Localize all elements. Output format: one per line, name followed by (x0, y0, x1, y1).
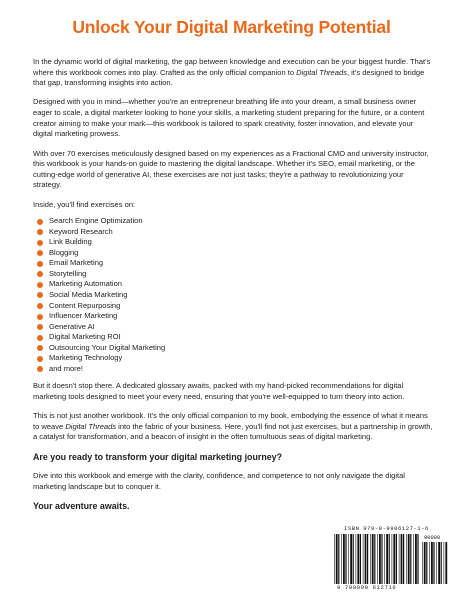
barcode-stripe (345, 534, 346, 584)
list-item (37, 332, 433, 343)
companion-text-b: into the fabric of your business. Here, you'll find not just exercises, but a partnership in growth, a catalyst for transformation, and a beacon of insight in the often tumultuous seas of digital marketing. (33, 421, 433, 442)
list-item (37, 237, 433, 248)
topic-label: Email Marketing (49, 258, 104, 268)
barcode-stripe (392, 534, 393, 584)
barcode-number: 9 798990 612716 (337, 584, 397, 591)
bullet-icon (37, 345, 43, 351)
barcode-stripe (357, 534, 359, 584)
barcode-stripe (336, 534, 338, 584)
list-intro: Inside, you'll find exercises on: (33, 199, 136, 209)
topic-label: Outsourcing Your Digital Marketing (49, 342, 166, 352)
list-item (37, 353, 433, 364)
topic-label: Digital Marketing ROI (49, 332, 121, 342)
barcode-stripe (399, 534, 400, 584)
barcode-stripe (370, 534, 371, 584)
barcode-stripe (353, 534, 354, 584)
audience-paragraph: Designed with you in mind—whether you're an entrepreneur breathing life into your dream, a small business owner eager to scale, a digital marketer looking to hone your skills, a marketing student preparing for the future, or a content creator aiming to make your mark—this workbook is tailored to spark creativity, foster innovation, and elevate your digital marketing prowess. (33, 97, 425, 139)
glossary-paragraph: But it doesn't stop there. A dedicated glossary awaits, packed with my hand-picked recommendations for digital marketing tools designed to meet your every need, ensuring that you're well-equipped to turn theory into action. (33, 381, 405, 401)
intro-paragraph (33, 57, 433, 89)
barcode-stripe (433, 542, 434, 584)
barcode-stripe (379, 534, 381, 584)
bullet-icon (37, 229, 43, 235)
barcode-stripe (417, 534, 418, 584)
barcode-stripe (363, 534, 364, 584)
barcode-stripe (441, 542, 442, 584)
exercises-paragraph: With over 70 exercises meticulously designed based on my experiences as a Fractional CMO and university instructor, this workbook is your hands-on guide to mastering the digital landscape. Whether it's SEO, email marketing, or the cutting-edge world of generative AI, these exercises are not just tasks; they're a pathway to revolutionizing your strategy. (33, 148, 429, 190)
topic-label: Social Media Marketing (49, 290, 128, 300)
barcode-stripe (360, 534, 361, 584)
barcode-stripe (377, 534, 378, 584)
barcode-stripe (343, 534, 345, 584)
topics-list (33, 216, 433, 374)
topic-label: and more! (49, 363, 83, 373)
barcode-stripe (384, 534, 385, 584)
barcode-stripe (350, 534, 352, 584)
ean-barcode-bars (334, 534, 420, 584)
list-item (37, 311, 433, 322)
barcode-stripe (381, 534, 382, 584)
barcode-stripe (422, 542, 423, 584)
bullet-icon (37, 335, 43, 341)
dive-paragraph: Dive into this workbook and emerge with the clarity, confidence, and competence to not only navigate the digital marketing landscape but to conquer it. (33, 471, 405, 492)
barcode-stripe (438, 542, 440, 584)
book-title-emphasis: Digital Threads (296, 67, 347, 77)
barcode-stripe (367, 534, 368, 584)
list-item (37, 216, 433, 227)
barcode-stripe (408, 534, 410, 584)
barcode-stripe (406, 534, 407, 584)
companion-text-a: This is not just another workbook. It's the only official companion to my book, embodying the essence of what it means to weave (33, 411, 428, 431)
call-to-action-question: Are you ready to transform your digital marketing journey? (33, 451, 283, 462)
barcode-stripe (393, 534, 395, 584)
barcode-stripe (436, 542, 437, 584)
list-item (37, 290, 433, 301)
barcode-stripe (389, 534, 390, 584)
barcode-stripe (445, 542, 447, 584)
barcode-stripe (424, 542, 426, 584)
bullet-icon (37, 303, 43, 309)
list-item (37, 301, 433, 312)
list-item (37, 322, 433, 333)
isbn-label: ISBN 979-8-9906127-1-6 (344, 525, 429, 532)
closing-line: Your adventure awaits. (33, 501, 130, 512)
barcode-stripe (334, 534, 335, 584)
topic-label: Marketing Technology (49, 353, 123, 363)
cover-copy (33, 57, 433, 521)
barcode-stripe (338, 534, 339, 584)
topic-label: Storytelling (49, 268, 87, 278)
topic-label: Keyword Research (49, 226, 113, 236)
price-barcode-bars (422, 542, 448, 584)
bullet-icon (37, 240, 43, 246)
list-item (37, 269, 433, 280)
barcode-stripe (341, 534, 342, 584)
bullet-icon (37, 356, 43, 362)
topic-label: Influencer Marketing (49, 311, 118, 321)
page-title: Unlock Your Digital Marketing Potential (72, 17, 391, 37)
list-item (37, 279, 433, 290)
bullet-icon (37, 314, 43, 320)
topic-label: Blogging (49, 247, 79, 257)
barcode-stripe (444, 542, 445, 584)
book-title-emphasis: Digital Threads (65, 421, 117, 431)
topic-label: Marketing Automation (49, 279, 122, 289)
companion-paragraph (33, 411, 433, 443)
bullet-icon (37, 366, 43, 372)
barcode-stripe (374, 534, 375, 584)
bullet-icon (37, 219, 43, 225)
barcode-stripe (372, 534, 374, 584)
barcode-stripe (410, 534, 411, 584)
list-item (37, 343, 433, 354)
barcode-stripe (429, 542, 430, 584)
bullet-icon (37, 282, 43, 288)
barcode-stripe (415, 534, 417, 584)
bullet-icon (37, 271, 43, 277)
bullet-icon (37, 324, 43, 330)
price-code-label: 90000 (424, 535, 441, 541)
list-item (37, 248, 433, 259)
barcode-stripe (426, 542, 427, 584)
topic-label: Link Building (49, 237, 92, 247)
list-item (37, 227, 433, 238)
bullet-icon (37, 292, 43, 298)
intro-text-a: In the dynamic world of digital marketing, the gap between knowledge and execution can be your biggest hurdle. That's where this workbook comes into play. Crafted as the only official companion to (33, 57, 431, 77)
barcode-stripe (401, 534, 403, 584)
bullet-icon (37, 250, 43, 256)
barcode-stripe (365, 534, 367, 584)
barcode (326, 522, 453, 594)
barcode-stripe (413, 534, 414, 584)
intro-text-b: , it's designed to bridge that gap, transforming insights into action. (33, 67, 425, 88)
list-item (37, 258, 433, 269)
barcode-stripe (348, 534, 349, 584)
barcode-stripe (403, 534, 404, 584)
barcode-stripe (431, 542, 433, 584)
barcode-stripe (386, 534, 388, 584)
barcode-stripe (396, 534, 397, 584)
list-item (37, 364, 433, 375)
barcode-stripe (356, 534, 357, 584)
topic-label: Search Engine Optimization (49, 216, 143, 226)
topic-label: Generative AI (49, 321, 95, 331)
bullet-icon (37, 261, 43, 267)
topic-label: Content Repurposing (49, 300, 121, 310)
